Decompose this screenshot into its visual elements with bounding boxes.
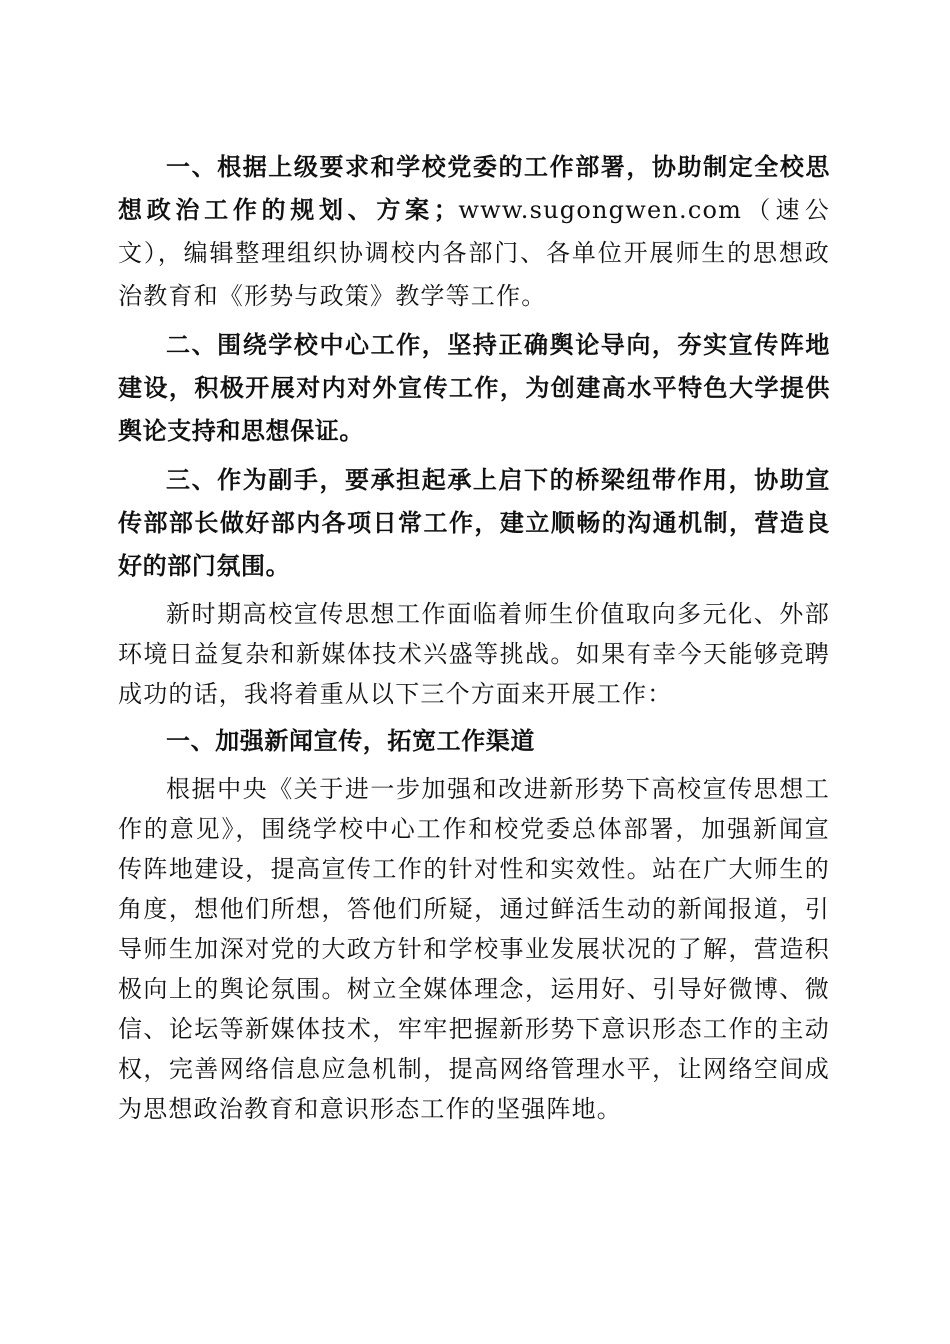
document-body (118, 146, 830, 1129)
paragraph-duty-1-text: 一、根据上级要求和学校党委的工作部署，协助制定全校思想政治工作的规划、方案； (118, 153, 830, 224)
paragraph-section-1-body: 根据中央《关于进一步加强和改进新形势下高校宣传思想工作的意见》，围绕学校中心工作和校党委总体部署，加强新闻宣传阵地建设，提高宣传工作的针对性和实效性。站在广大师生的角度，想他们所想，答他们所疑，通过鲜活生动的新闻报道，引导师生加深对党的大政方针和学校事业发展状况的了解，营造积极向上的舆论氛围。树立全媒体理念，运用好、引导好微博、微信、论坛等新媒体技术，牢牢把握新形势下意识形态工作的主动权，完善网络信息应急机制，提高网络管理水平，让网络空间成为思想政治教育和意识形态工作的坚强阵地。 (118, 775, 830, 1123)
paragraph-intro: 新时期高校宣传思想工作面临着师生价值取向多元化、外部环境日益复杂和新媒体技术兴盛等挑战。如果有幸今天能够竞聘成功的话，我将着重从以下三个方面来开展工作： (118, 600, 830, 708)
paragraph-duty-2: 二、围绕学校中心工作，坚持正确舆论导向，夯实宣传阵地建设，积极开展对内对外宣传工作，为创建高水平特色大学提供舆论支持和思想保证。 (118, 331, 830, 445)
section-heading-1: 一、加强新闻宣传，拓宽工作渠道 (166, 727, 535, 755)
paragraph-duty-3: 三、作为副手，要承担起承上启下的桥梁纽带作用，协助宣传部部长做好部内各项日常工作，建立顺畅的沟通机制，营造良好的部门氛围。 (118, 466, 830, 580)
paragraph-duty-1 (118, 146, 830, 318)
paragraph-duty-1-continuation: www.sugongwen.com（速公文），编辑整理组织协调校内各部门、各单位开展师生的思想政治教育和《形势与政策》教学等工作。 (118, 196, 831, 310)
